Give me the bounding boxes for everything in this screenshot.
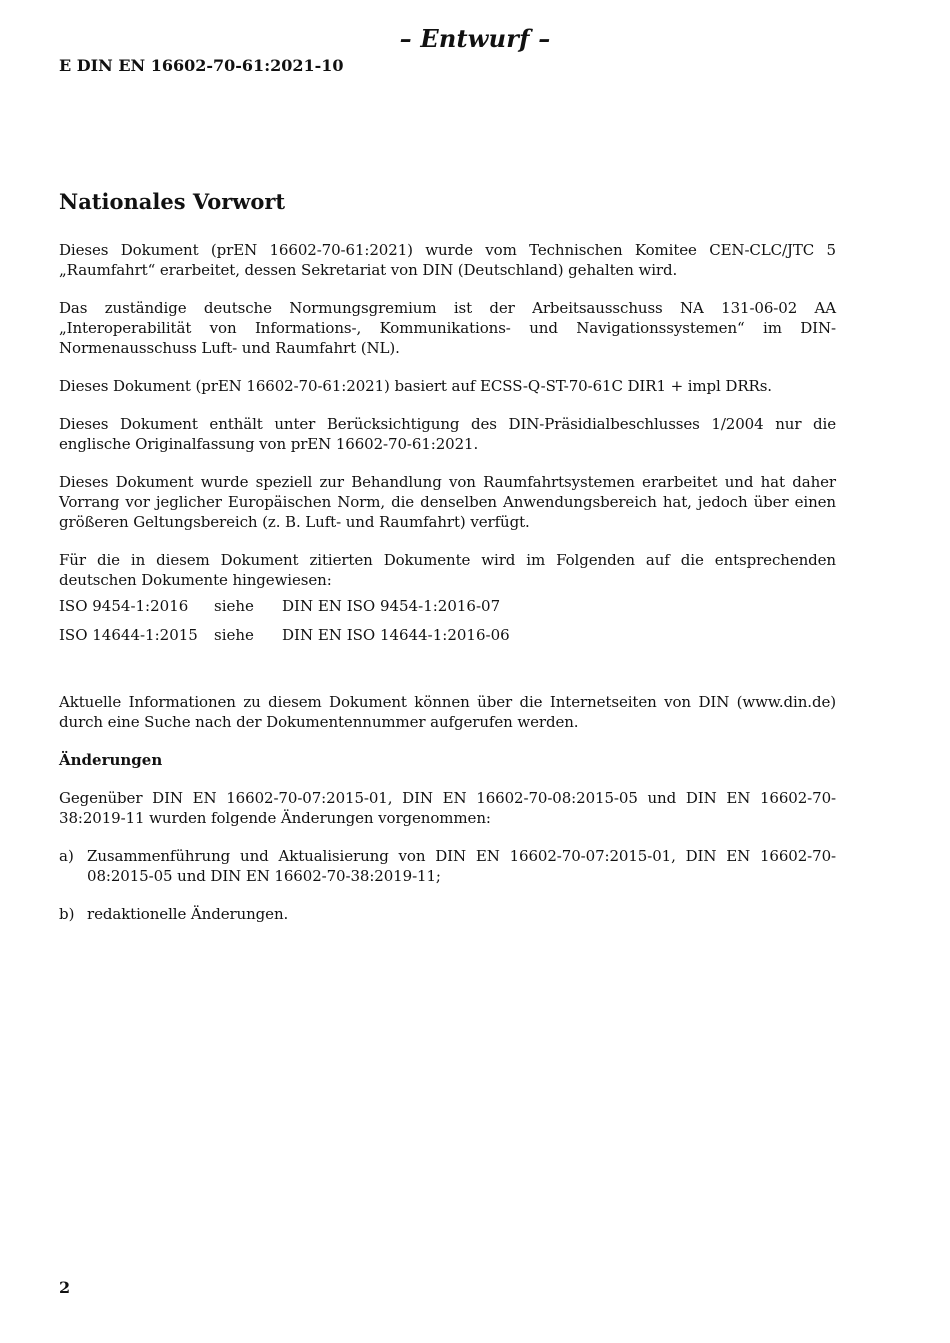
change-marker: b) [59, 905, 75, 923]
section-title: Nationales Vorwort [59, 189, 286, 214]
paragraph-references-intro: Für die in diesem Dokument zitierten Dokumente wird im Folgenden auf die entsprechenden deutschen Dokumente hingewiesen: [59, 551, 836, 589]
reference-see: siehe [214, 597, 254, 615]
change-text: Zusammenführung und Aktualisierung von DIN EN 16602-70-07:2015-01, DIN EN 16602-70-08:2015-05 und DIN EN 16602-70-38:2019-11; [87, 847, 836, 885]
reference-row [59, 596, 836, 625]
paragraph-working-group: Das zuständige deutsche Normungsgremium ist der Arbeitsausschuss NA 131-06-02 AA „Interoperabilität von Informations-, Kommunikations- und Navigationssystemen“ im DIN-Normenausschuss Luft- und Raumfahrt (NL). [59, 299, 836, 357]
paragraph-precedence: Dieses Dokument wurde speziell zur Behandlung von Raumfahrtsystemen erarbeitet und hat daher Vorrang vor jeglicher Europäischen Norm, die denselben Anwendungsbereich hat, jedoch über einen größeren Geltungsbereich (z. B. Luft- und Raumfahrt) verfügt. [59, 473, 836, 531]
page-number: 2 [59, 1278, 71, 1297]
change-item [59, 904, 836, 924]
change-marker: a) [59, 847, 74, 865]
reference-din: DIN EN ISO 14644-1:2016-06 [282, 626, 510, 644]
paragraph-basis: Dieses Dokument (prEN 16602-70-61:2021) basiert auf ECSS-Q-ST-70-61C DIR1 + impl DRRs. [59, 377, 772, 395]
document-id: E DIN EN 16602-70-61:2021-10 [59, 56, 344, 75]
reference-iso: ISO 9454-1:2016 [59, 597, 189, 615]
change-item [59, 846, 836, 886]
paragraph-info: Aktuelle Informationen zu diesem Dokument können über die Internetseiten von DIN (www.din.de) durch eine Suche nach der Dokumentennummer aufgerufen werden. [59, 693, 836, 731]
reference-din: DIN EN ISO 9454-1:2016-07 [282, 597, 501, 615]
reference-row [59, 625, 836, 654]
reference-table [59, 596, 836, 654]
reference-iso: ISO 14644-1:2015 [59, 626, 198, 644]
main-content [59, 186, 836, 942]
change-text: redaktionelle Änderungen. [87, 905, 289, 923]
draft-label: – Entwurf – [399, 24, 551, 53]
paragraph-committee: Dieses Dokument (prEN 16602-70-61:2021) wurde vom Technischen Komitee CEN-CLC/JTC 5 „Raumfahrt“ erarbeitet, dessen Sekretariat von DIN (Deutschland) gehalten wird. [59, 241, 836, 279]
changes-intro: Gegenüber DIN EN 16602-70-07:2015-01, DIN EN 16602-70-08:2015-05 und DIN EN 16602-70-38:2019-11 wurden folgende Änderungen vorgenommen: [59, 789, 836, 827]
changes-heading: Änderungen [59, 751, 163, 769]
paragraph-language: Dieses Dokument enthält unter Berücksichtigung des DIN-Präsidialbeschlusses 1/2004 nur die englische Originalfassung von prEN 16602-70-61:2021. [59, 415, 836, 453]
reference-see: siehe [214, 626, 254, 644]
